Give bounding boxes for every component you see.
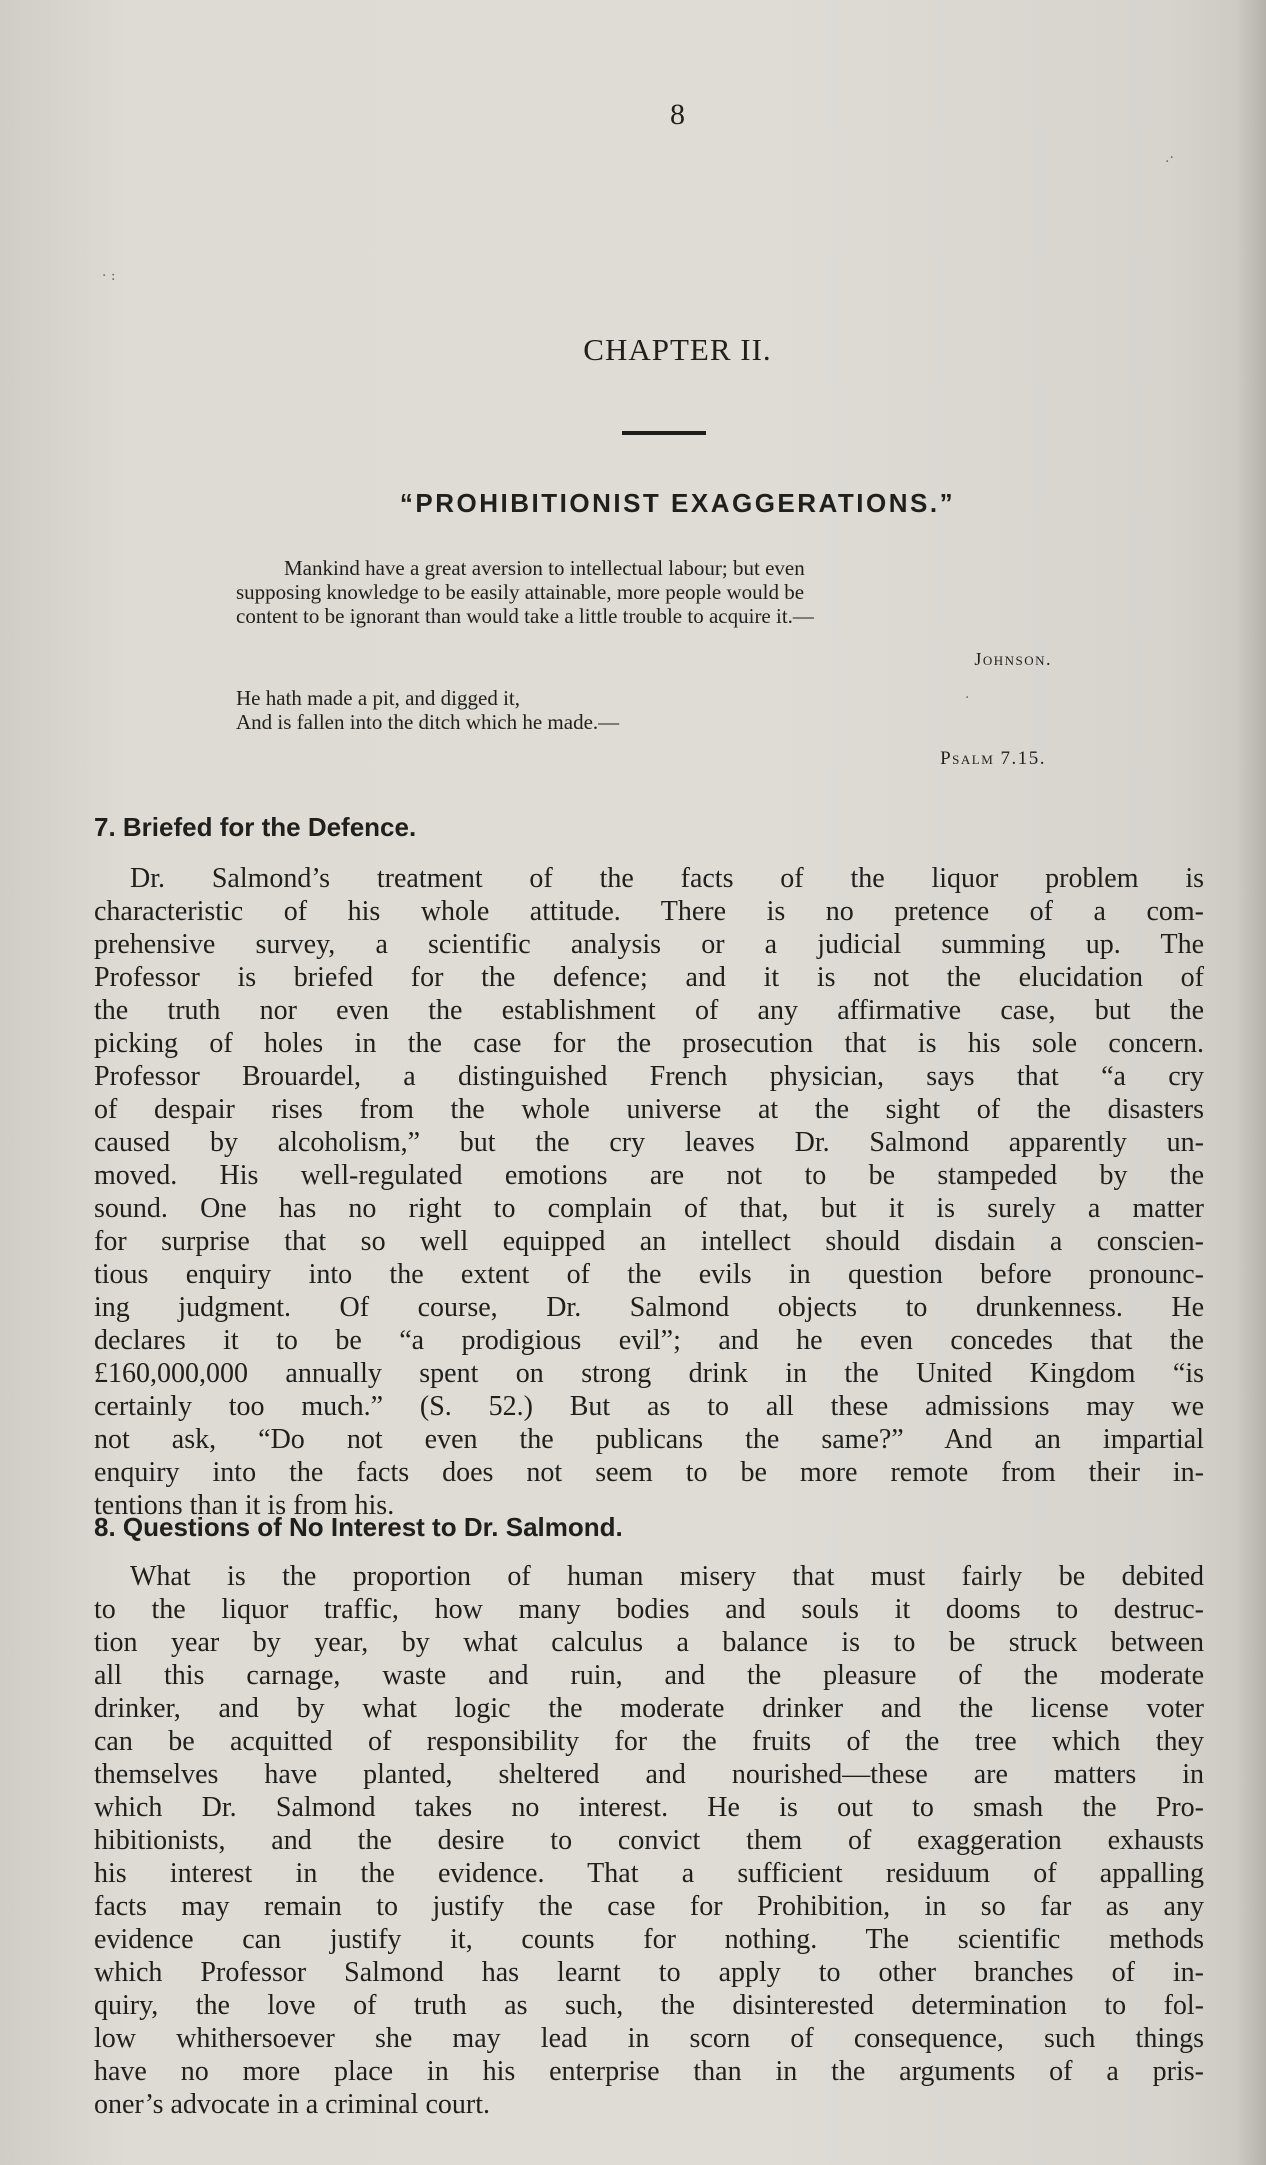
text-line: prehensive survey, a scientific analysis or a judicial summing up. The [94, 929, 1204, 960]
epigraph-line: He hath made a pit, and digged it, [236, 686, 521, 710]
text-line: have no more place in his enterprise than in the arguments of a pris- [94, 2056, 1204, 2087]
text-line: certainly too much.” (S. 52.) But as to all these admissions may we [94, 1391, 1204, 1422]
section-heading-8: 8. Questions of No Interest to Dr. Salmond. [94, 1512, 623, 1542]
page-edge-shadow [1236, 0, 1266, 2165]
epigraph-line: And is fallen into the ditch which he made.— [236, 710, 620, 734]
text-line: facts may remain to justify the case for Prohibition, in so far as any [94, 1891, 1204, 1922]
text-line: tion year by year, by what calculus a balance is to be struck between [94, 1627, 1204, 1658]
epigraph-psalm [236, 686, 1058, 734]
text-line: ing judgment. Of course, Dr. Salmond objects to drunkenness. He [94, 1292, 1204, 1323]
text-line: the truth nor even the establishment of any affirmative case, but the [94, 995, 1204, 1026]
text-line: declares it to be “a prodigious evil”; and he even concedes that the [94, 1325, 1204, 1356]
text-line: moved. His well-regulated emotions are not to be stampeded by the [94, 1160, 1204, 1191]
text-line: to the liquor traffic, how many bodies and souls it dooms to destruc- [94, 1594, 1204, 1625]
text-line: for surprise that so well equipped an intellect should disdain a conscien- [94, 1226, 1204, 1257]
print-speck: · [965, 690, 970, 706]
print-speck: .· [1165, 150, 1174, 166]
chapter-title: “PROHIBITIONIST EXAGGERATIONS.” [399, 488, 956, 518]
text-line: which Professor Salmond has learnt to apply to other branches of in- [94, 1957, 1204, 1988]
text-line: drinker, and by what logic the moderate drinker and the license voter [94, 1693, 1204, 1724]
text-line: characteristic of his whole attitude. There is no pretence of a com- [94, 896, 1204, 927]
text-line: Dr. Salmond’s treatment of the facts of the liquor problem is [130, 863, 1204, 894]
epigraph-attribution: Psalm 7.15. [940, 748, 1046, 769]
text-line: evidence can justify it, counts for nothing. The scientific methods [94, 1924, 1204, 1955]
text-line: £160,000,000 annually spent on strong drink in the United Kingdom “is [94, 1358, 1204, 1389]
text-line: caused by alcoholism,” but the cry leaves Dr. Salmond apparently un- [94, 1127, 1204, 1158]
section-heading-7: 7. Briefed for the Defence. [94, 812, 417, 842]
chapter-heading: CHAPTER II. [583, 332, 772, 367]
page-number: 8 [670, 98, 685, 131]
epigraph-line: content to be ignorant than would take a little trouble to acquire it.— [236, 604, 814, 628]
text-line: tious enquiry into the extent of the evils in question before pronounc- [94, 1259, 1204, 1290]
text-line: can be acquitted of responsibility for the fruits of the tree which they [94, 1726, 1204, 1757]
chapter-divider [622, 431, 706, 435]
text-line: low whithersoever she may lead in scorn of consequence, such things [94, 2023, 1204, 2054]
text-line: Professor Brouardel, a distinguished French physician, says that “a cry [94, 1061, 1204, 1092]
text-line: of despair rises from the whole universe at the sight of the disasters [94, 1094, 1204, 1125]
text-line: all this carnage, waste and ruin, and the pleasure of the moderate [94, 1660, 1204, 1691]
text-line: quiry, the love of truth as such, the disinterested determination to fol- [94, 1990, 1204, 2021]
epigraph-johnson [236, 556, 1058, 628]
text-line: enquiry into the facts does not seem to be more remote from their in- [94, 1457, 1204, 1488]
text-line: oner’s advocate in a criminal court. [94, 2089, 490, 2120]
epigraph-attribution: Johnson. [974, 649, 1052, 669]
epigraph-line: supposing knowledge to be easily attainable, more people would be [236, 580, 805, 604]
section-body-7 [94, 862, 1204, 1522]
text-line: picking of holes in the case for the prosecution that is his sole concern. [94, 1028, 1204, 1059]
text-line: which Dr. Salmond takes no interest. He is out to smash the Pro- [94, 1792, 1204, 1823]
text-line: his interest in the evidence. That a sufficient residuum of appalling [94, 1858, 1204, 1889]
text-line: What is the proportion of human misery that must fairly be debited [130, 1561, 1204, 1592]
epigraph-line: Mankind have a great aversion to intellectual labour; but even [284, 556, 805, 580]
text-line: sound. One has no right to complain of that, but it is surely a matter [94, 1193, 1204, 1224]
section-body-8 [94, 1560, 1204, 2121]
text-line: tentions than it is from his. [94, 1490, 395, 1521]
text-line: not ask, “Do not even the publicans the same?” And an impartial [94, 1424, 1204, 1455]
text-line: themselves have planted, sheltered and nourished—these are matters in [94, 1759, 1204, 1790]
print-speck: · : [102, 268, 116, 284]
text-line: Professor is briefed for the defence; and it is not the elucidation of [94, 962, 1204, 993]
text-line: hibitionists, and the desire to convict them of exaggeration exhausts [94, 1825, 1204, 1856]
